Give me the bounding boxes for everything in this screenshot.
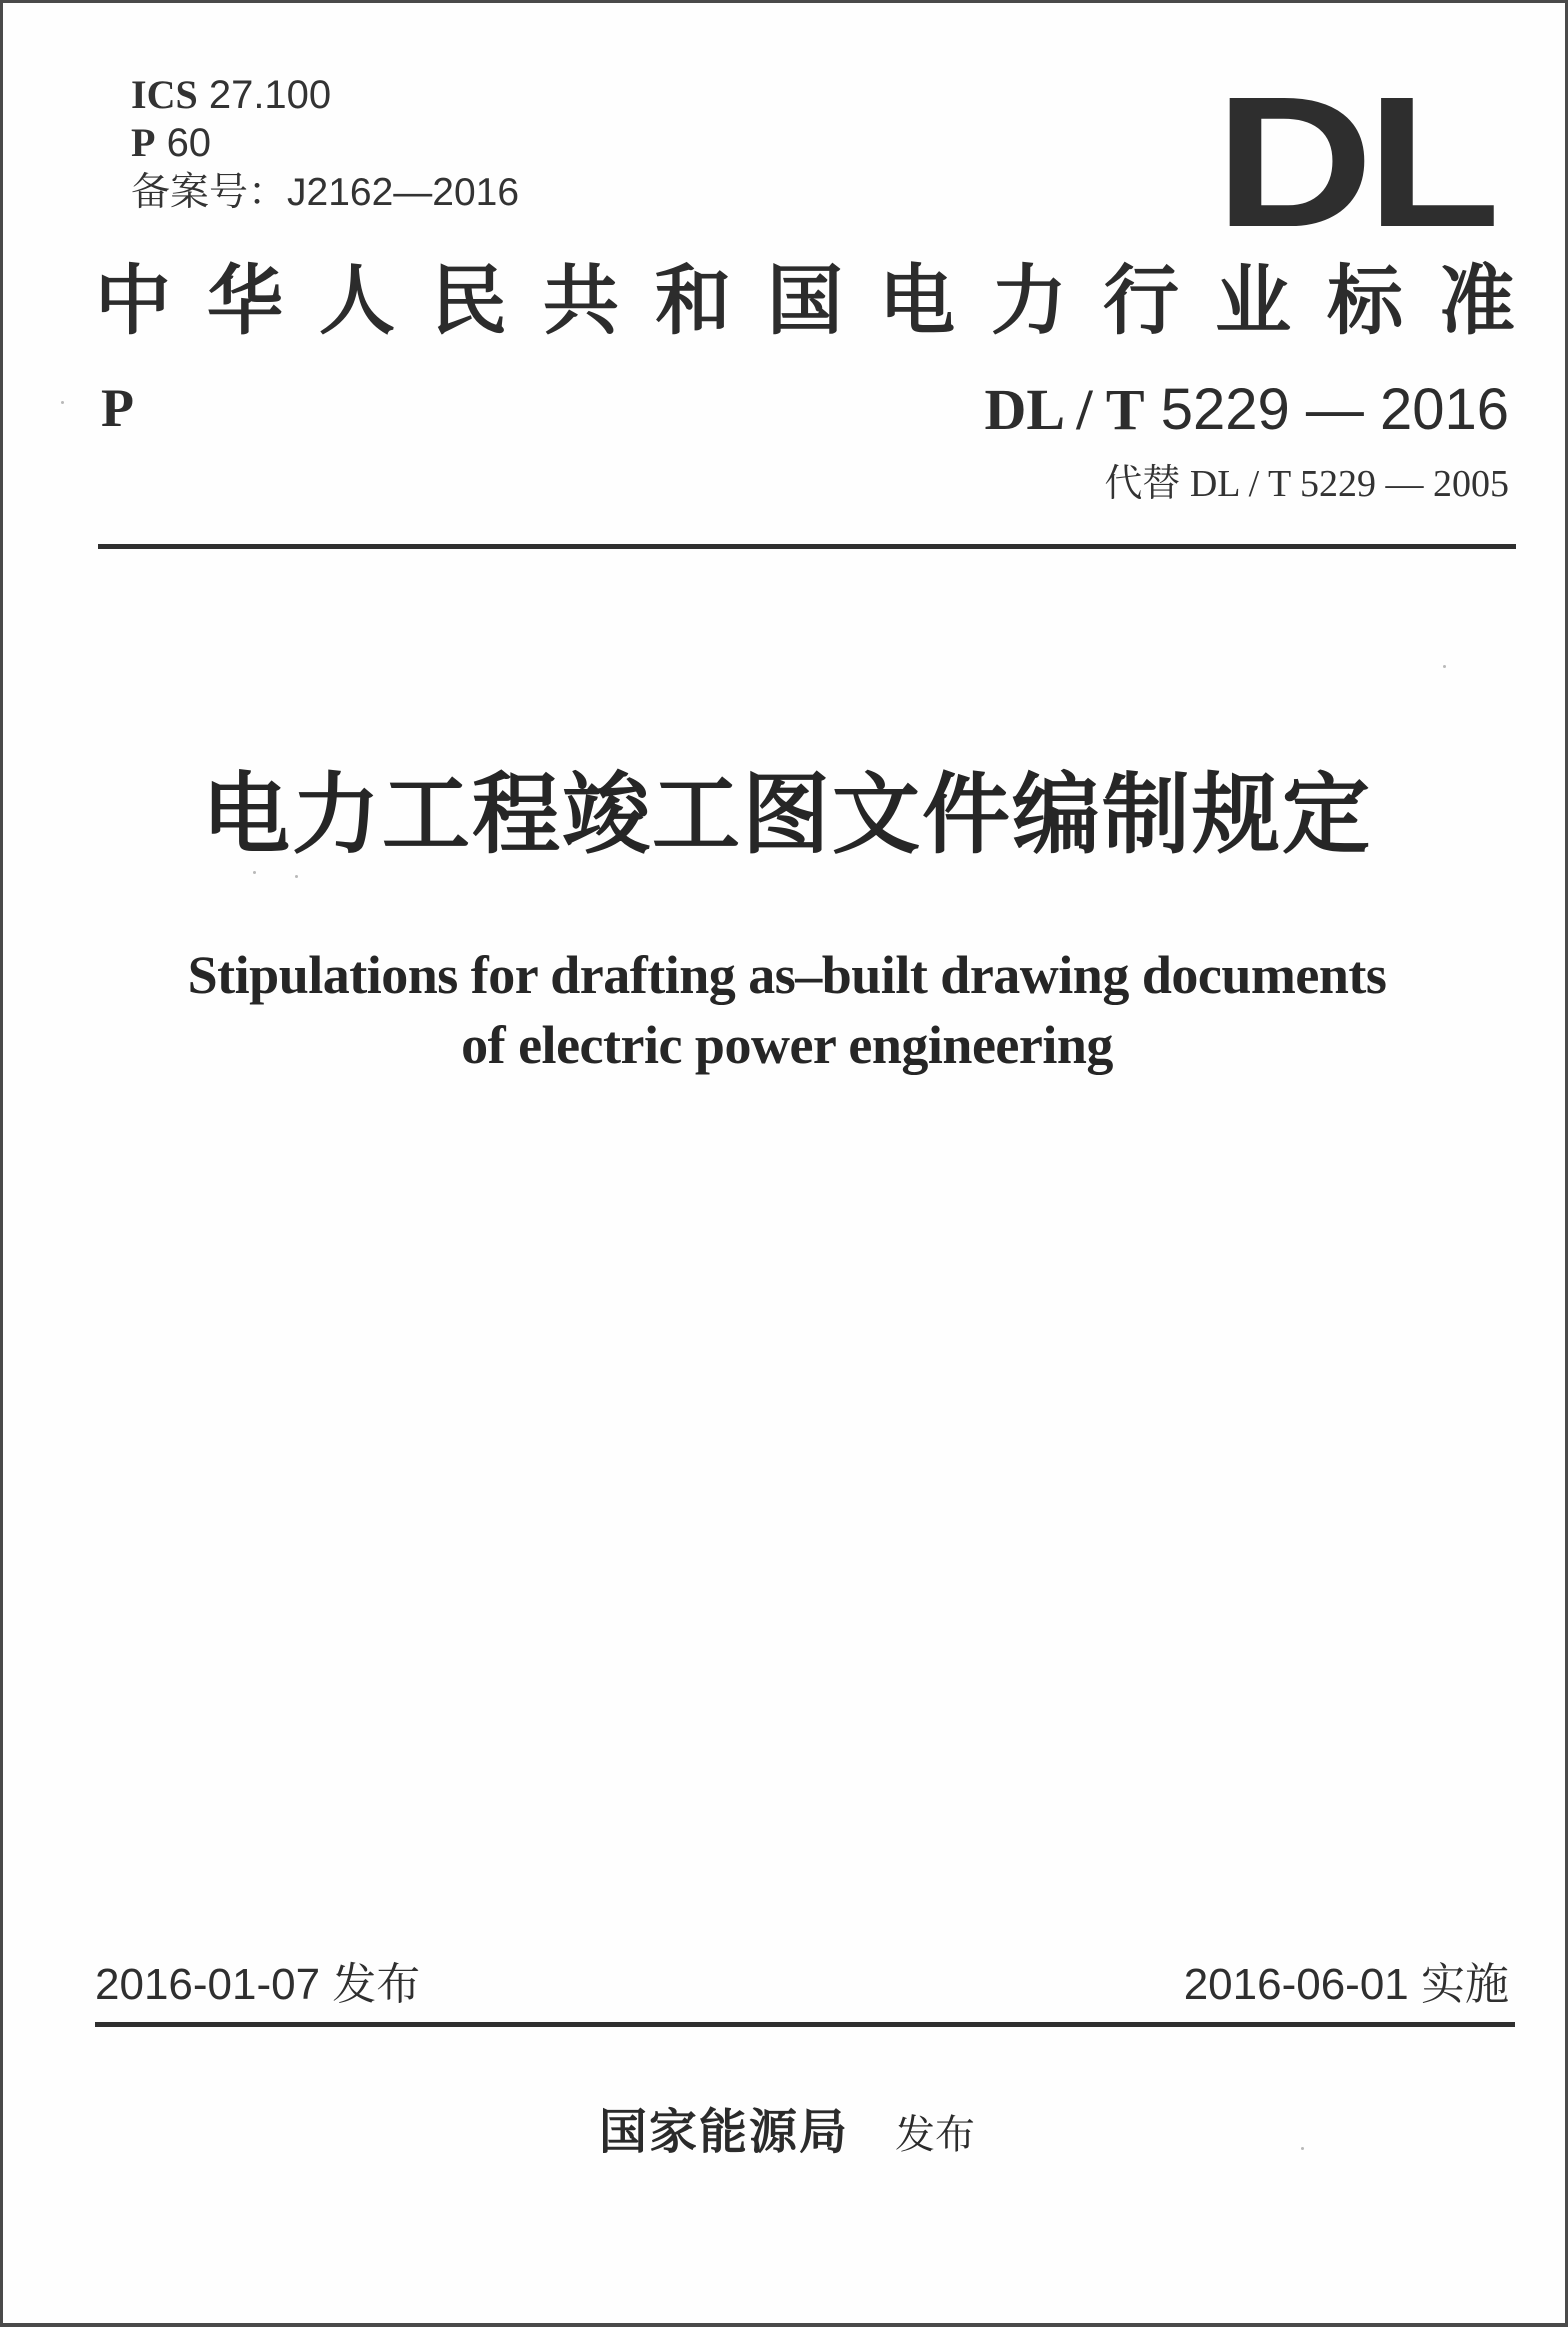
heading-char: 民 [431, 256, 507, 345]
heading-char: 力 [991, 256, 1067, 345]
heading-char: 行 [1103, 256, 1179, 345]
document-title-chinese: 电力工程竣工图文件编制规定 [201, 763, 1372, 866]
publisher-action: 发布 [895, 2112, 975, 2158]
ics-code [131, 72, 332, 117]
heading-char: 国 [767, 256, 843, 345]
release-date: 2016-01-07 发布 [95, 1960, 421, 2009]
effective-date: 2016-06-01 实施 [1183, 1960, 1509, 2009]
heading-char: 标 [1327, 256, 1403, 345]
publisher [3, 2104, 1568, 2160]
standard-number-prefix: DL / T [984, 377, 1145, 442]
ccs-value: 60 [166, 121, 212, 165]
heading-char: 人 [319, 256, 395, 345]
heading-char: 业 [1215, 256, 1291, 345]
heading-char: 电 [879, 256, 955, 345]
heading-char: 中 [95, 256, 171, 345]
scan-speck [61, 401, 64, 404]
scan-speck [1301, 2147, 1304, 2150]
dl-logo: DL [1215, 59, 1494, 266]
scan-speck [295, 875, 298, 878]
bottom-divider [95, 2022, 1515, 2027]
document-title-english-line1: Stipulations for drafting as–built drawing documents [187, 945, 1387, 1005]
heading-char: 和 [655, 256, 731, 345]
standard-number-value: 5229 — 2016 [1160, 377, 1509, 442]
ccs-code [131, 120, 212, 165]
standard-category-heading [95, 256, 1515, 345]
scan-speck [253, 871, 256, 874]
replaces-standard: 代替 DL / T 5229 — 2005 [1104, 463, 1509, 505]
registration-label: 备案号： [131, 171, 288, 214]
heading-char: 共 [543, 256, 619, 345]
ics-label: ICS [131, 72, 198, 117]
standard-number [984, 377, 1509, 442]
classification-letter: P [101, 378, 134, 438]
top-divider [98, 544, 1516, 549]
registration-number [131, 173, 519, 212]
document-title-english-line2: of electric power engineering [461, 1015, 1113, 1075]
registration-value: J2162—2016 [287, 171, 520, 214]
publisher-organization: 国家能源局 [598, 2104, 849, 2160]
heading-char: 华 [207, 256, 283, 345]
ccs-label: P [131, 120, 156, 165]
scan-speck [1443, 665, 1446, 668]
heading-char: 准 [1439, 256, 1515, 345]
ics-value: 27.100 [208, 73, 332, 117]
